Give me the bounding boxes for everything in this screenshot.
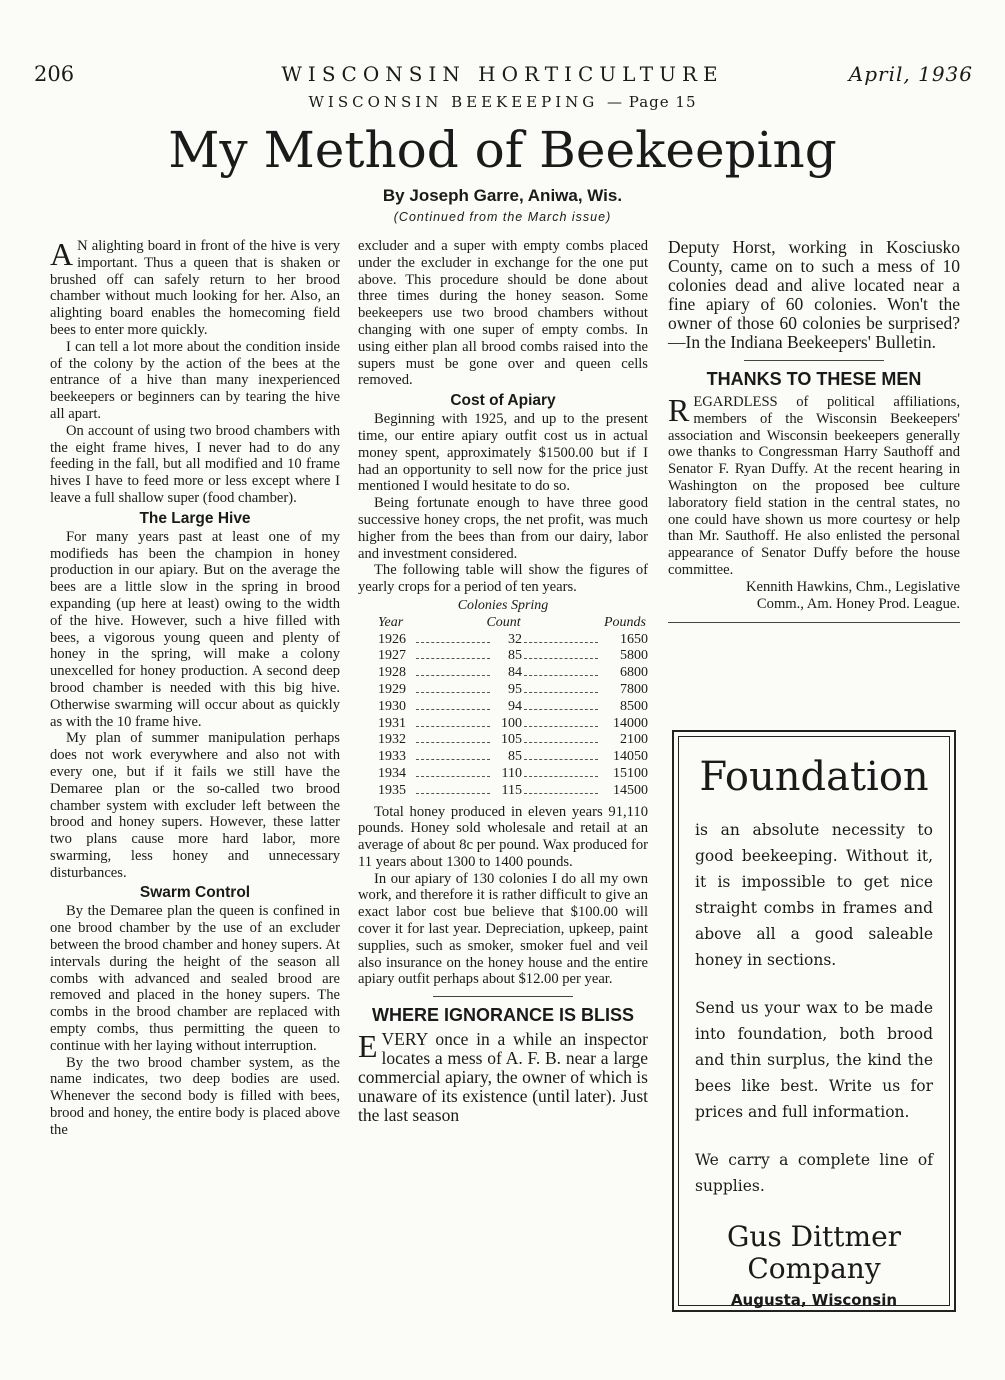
subheading-cost-of-apiary: Cost of Apiary	[450, 392, 556, 410]
paragraph: The following table will show the figures of yearly crops for a period of ten years.	[358, 562, 648, 596]
continued-note: (Continued from the March issue)	[393, 210, 612, 224]
table-row	[358, 766, 648, 783]
ad-paragraph: Send us your wax to be made into foundation, both brood and thin surplus, the kind the bees like best. Write us for prices and full information.	[695, 999, 933, 1121]
cell-pounds: 14000	[613, 715, 648, 731]
col-year: Year	[378, 614, 404, 630]
leader-dots	[524, 742, 598, 743]
cell-pounds: 6800	[620, 665, 648, 681]
leader-dots	[416, 642, 490, 643]
table-body	[358, 632, 648, 800]
table-row	[358, 632, 648, 649]
col-count: Count	[486, 614, 521, 630]
column-3	[668, 238, 960, 633]
ignorance-text-a: VERY once in a while an inspector locates a mess of A. F. B. near a large commercial apiary, the owner of which is unaware of its existence (until later). Just the last season	[358, 1029, 648, 1126]
ad-city: Augusta, Wisconsin	[730, 1291, 898, 1309]
paragraph: For many years past at least one of my modifieds has been the champion in honey production in our apiary. But on the average the bees are a little slow in the spring in brood expanding (up here at least) owing to the width of the hive. However, such a hive filled with bees, a vigorous young queen and plenty of honey in the spring, will make a colony unexcelled for honey production. A second deep brood chamber is needed with this big hive. Otherwise swarming will occur about as quickly as with the 10 frame hive.	[50, 528, 340, 730]
column-2	[358, 238, 648, 1125]
leader-dots	[416, 726, 490, 727]
paragraph: On account of using two brood chambers with the eight frame hives, I never had to do any feeding in the fall, but all modified and 10 frame hives I have to feed more or less except where I leave a full shallow super (food chamber).	[50, 422, 340, 506]
table-row	[358, 732, 648, 749]
intro-text: N alighting board in front of the hive is very important. Thus a queen that is shaken or brushed off can safely return to her brood chamber without much looking for her. Also, an alighting board enables the homecoming field bees to enter more quickly.	[50, 238, 340, 338]
cell-pounds: 2100	[620, 732, 648, 748]
leader-dots	[416, 709, 490, 710]
section-page: — Page 15	[607, 93, 697, 111]
table-row	[358, 682, 648, 699]
divider	[744, 360, 884, 361]
cell-count: 84	[508, 665, 522, 681]
crop-table	[358, 598, 648, 800]
cell-count: 115	[501, 782, 522, 798]
paragraph: Beginning with 1925, and up to the present time, our entire apiary outfit cost us in actual money spent, approximately $1500.00 but if I had an opportunity to sell now for the price just mentioned I would hesitate to do so.	[358, 411, 648, 495]
table-row	[358, 665, 648, 682]
masthead: WISCONSIN HORTICULTURE	[281, 62, 724, 86]
thanks-body: EGARDLESS of political affiliations, members of the Wisconsin Beekeepers' association and Wisconsin beekeepers generally owe thanks to Congressman Harry Sauthoff and Senator F. Ryan Duffy. At the recent hearing in Washington on the proposed bee culture laboratory field station in the central states, no one could have shown us more courtesy or help than Mr. Sauthoff. He also enlisted the personal appearance of Senator Duffy before the house committee.	[668, 394, 960, 578]
subheader	[0, 93, 1005, 111]
cell-count: 100	[501, 715, 522, 731]
cell-pounds: 14500	[613, 782, 648, 798]
article-byline: By Joseph Garre, Aniwa, Wis.	[382, 186, 623, 205]
divider	[433, 996, 573, 997]
subheading-large-hive: The Large Hive	[139, 509, 251, 527]
leader-dots	[416, 759, 490, 760]
table-header-top: Colonies Spring	[457, 597, 549, 613]
table-row	[358, 648, 648, 665]
cell-count: 32	[508, 631, 522, 647]
ignorance-text-continued: Deputy Horst, working in Kosciusko County, came on to such a mess of 10 colonies dead and alive located near a fine apiary of 60 colonies. Won't the owner of those 60 colonies be surprised?—In the Indiana Beekeepers' Bulletin.	[668, 237, 960, 352]
cell-year: 1935	[378, 782, 406, 798]
leader-dots	[416, 742, 490, 743]
ad-company: Gus Dittmer Company	[726, 1220, 902, 1285]
cell-pounds: 1650	[620, 631, 648, 647]
cell-count: 85	[508, 749, 522, 765]
cell-year: 1932	[378, 732, 406, 748]
cell-year: 1934	[378, 765, 406, 781]
table-header-row	[358, 615, 648, 632]
foundation-advertisement	[672, 730, 956, 1312]
cell-year: 1928	[378, 665, 406, 681]
ignorance-text	[358, 1030, 648, 1125]
cell-year: 1929	[378, 681, 406, 697]
table-row	[358, 749, 648, 766]
table-row	[358, 783, 648, 800]
dropcap: R	[668, 392, 690, 428]
cell-count: 94	[508, 698, 522, 714]
paragraph: By the Demaree plan the queen is confined in one brood chamber by the use of an excluder between the brood chamber and honey supers. At intervals during the height of the season all combs with advanced and sealed brood are removed and placed in the honey supers. The combs in the brood chamber are replaced with empty combs, thus permitting the queen to continue with her laying without interruption.	[50, 903, 340, 1054]
paragraph: By the two brood chamber system, as the name indicates, two deep bodies are used. Whenever the second body is filled with bees, brood and honey, the entire body is placed above the	[50, 1054, 340, 1138]
subheading-swarm-control: Swarm Control	[139, 884, 251, 902]
cell-count: 95	[508, 681, 522, 697]
leader-dots	[524, 692, 598, 693]
leader-dots	[524, 675, 598, 676]
leader-dots	[524, 709, 598, 710]
thanks-text	[668, 394, 960, 579]
ad-paragraph: We carry a complete line of supplies.	[695, 1151, 933, 1195]
intro-paragraph	[50, 238, 340, 339]
leader-dots	[524, 759, 598, 760]
paragraph: Total honey produced in eleven years 91,110 pounds. Honey sold wholesale and retail at an average of about 8c per pound. Wax produced for 11 years about 1300 to 1400 pounds.	[358, 803, 648, 870]
cell-count: 85	[508, 648, 522, 664]
cell-pounds: 14050	[613, 749, 648, 765]
leader-dots	[416, 776, 490, 777]
paragraph: My plan of summer manipulation perhaps does not work everywhere and also not with every one, but if it fails we still have the Demaree plan or the so-called two brood chamber system with excluder left between the brood and honey supers. However, these latter two plans cause more hard labor, more swarming, less honey and unnecessary disturbances.	[50, 730, 340, 881]
leader-dots	[416, 675, 490, 676]
page-number: 206	[34, 62, 75, 86]
ad-inner-frame	[678, 736, 950, 1309]
divider	[668, 622, 960, 623]
ad-paragraph: is an absolute necessity to good beekeeping. Without it, it is impossible to get nice straight combs in frames and above all a good saleable honey in sections.	[695, 821, 933, 969]
leader-dots	[416, 692, 490, 693]
cell-count: 105	[501, 732, 522, 748]
leader-dots	[524, 726, 598, 727]
paragraph: excluder and a super with empty combs placed under the excluder in exchange for the one put above. This procedure should be done about three times during the honey season. Some beekeepers use two brood chambers without changing with one super of empty combs. In using either plan all brood combs raised into the supers must be gone over and queen cells removed.	[358, 238, 648, 389]
cell-year: 1931	[378, 715, 406, 731]
leader-dots	[416, 793, 490, 794]
col-pounds: Pounds	[604, 614, 646, 630]
paragraph: I can tell a lot more about the condition inside of the colony by the action of the bees at the entrance of a hive than many inexperienced beekeepers or beginners can by tearing the hive all apart.	[50, 338, 340, 422]
leader-dots	[524, 793, 598, 794]
cell-year: 1927	[378, 648, 406, 664]
cell-count: 110	[501, 765, 522, 781]
ignorance-heading: WHERE IGNORANCE IS BLISS	[371, 1005, 635, 1026]
cell-pounds: 5800	[620, 648, 648, 664]
leader-dots	[524, 642, 598, 643]
paragraph: In our apiary of 130 colonies I do all my own work, and therefore it is rather difficult to give an exact labor cost bue believe that $100.00 will cover it for last year. Depreciation, upkeep, paint supplies, such as smoker, smoker fuel and veil also insurance on the honey house and the entire apiary outfit perhaps about $12.00 per year.	[358, 870, 648, 988]
dropcap: E	[358, 1028, 378, 1065]
page-header	[0, 62, 1005, 92]
cell-year: 1926	[378, 631, 406, 647]
issue-date: April, 1936	[848, 62, 973, 86]
cell-pounds: 7800	[620, 681, 648, 697]
table-row	[358, 699, 648, 716]
column-1	[50, 238, 340, 1139]
paragraph: Being fortunate enough to have three good successive honey crops, the net profit, was much higher from the bees than from our dairy, labor and investment considered.	[358, 495, 648, 562]
article-title: My Method of Beekeeping	[168, 121, 837, 179]
cell-year: 1933	[378, 749, 406, 765]
cell-pounds: 15100	[613, 765, 648, 781]
thanks-signature-2: Comm., Am. Honey Prod. League.	[756, 595, 960, 612]
table-row	[358, 716, 648, 733]
thanks-heading: THANKS TO THESE MEN	[706, 369, 922, 389]
leader-dots	[524, 776, 598, 777]
cell-year: 1930	[378, 698, 406, 714]
ad-title: Foundation	[699, 754, 929, 800]
dropcap: A	[50, 236, 74, 272]
section-name: WISCONSIN BEEKEEPING	[308, 93, 599, 111]
leader-dots	[416, 658, 490, 659]
cell-pounds: 8500	[620, 698, 648, 714]
thanks-signature-1: Kennith Hawkins, Chm., Legislative	[745, 578, 960, 595]
leader-dots	[524, 658, 598, 659]
